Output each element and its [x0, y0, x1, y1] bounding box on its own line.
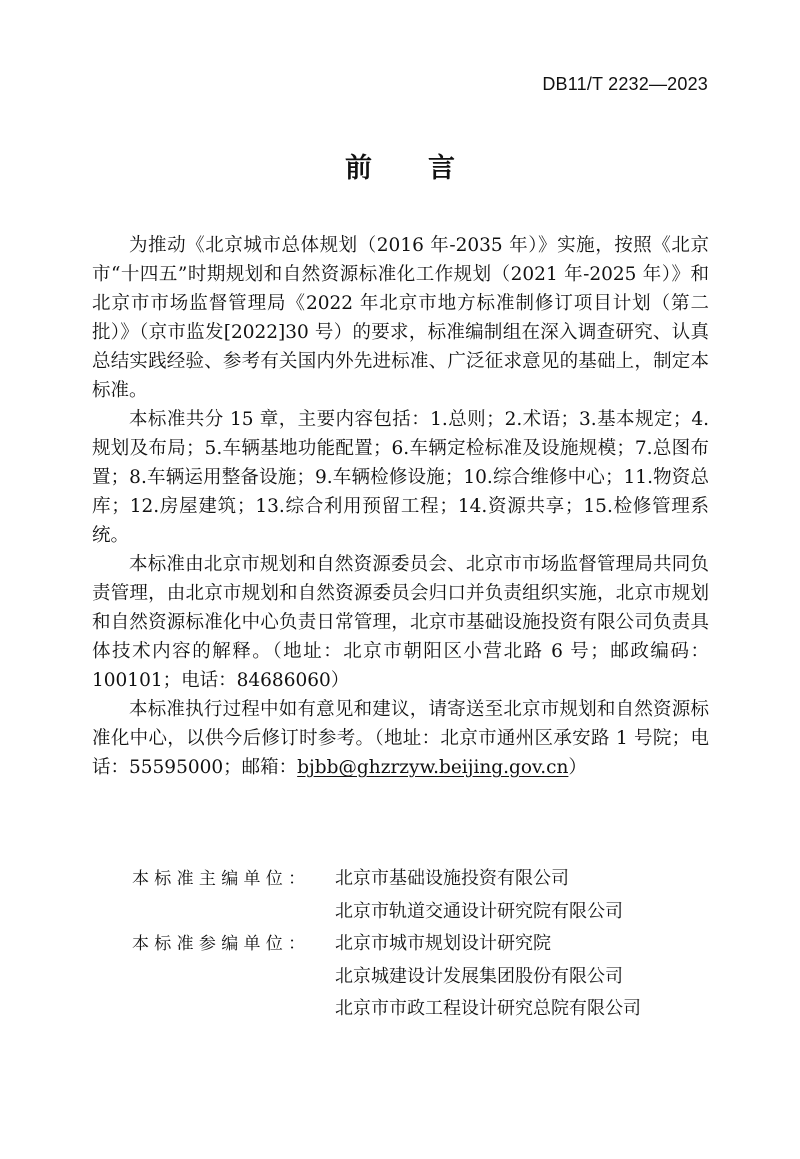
participating-unit-row	[132, 994, 692, 1027]
chief-unit-name: 北京市轨道交通设计研究院有限公司	[335, 900, 623, 922]
document-code: DB11/T 2232—2023	[542, 74, 708, 94]
chief-unit-row	[132, 864, 692, 897]
participating-units-label: 本标准参编单位：	[132, 934, 311, 954]
preface-body	[92, 231, 709, 782]
preface-paragraph-2: 本标准共分 15 章，主要内容包括：1.总则；2.术语；3.基本规定；4.规划及布局；5.车辆基地功能配置；6.车辆定检标准及设施规模；7.总图布置；8.车辆运用整备设施；9.车辆检修设施；10.综合维修中心；11.物资总库；12.房屋建筑；13.综合利用预留工程；14.资源共享；15.检修管理系统。	[92, 409, 709, 546]
participating-unit-row	[132, 962, 692, 995]
paragraph-4-closing: ）	[568, 757, 587, 778]
paragraph-4-text: 本标准执行过程中如有意见和建议，请寄送至北京市规划和自然资源标准化中心，以供今后修订时参考。（地址：北京市通州区承安路 1 号院；电话：55595000；邮箱：	[92, 699, 709, 778]
participating-unit-name: 北京市市政工程设计研究总院有限公司	[335, 998, 641, 1019]
chief-units-label: 本标准主编单位：	[132, 869, 311, 889]
preface-paragraph-4	[92, 695, 709, 782]
preface-paragraph-1: 为推动《北京城市总体规划（2016 年-2035 年）》实施，按照《北京市“十四五”时期规划和自然资源标准化工作规划（2021 年-2025 年）》和北京市市场监督管理局《2022 年北京市地方标准制修订项目计划（第二批）》（京市监发[2022]30 号）的要求，标准编制组在深入调查研究、认真总结实践经验、参考有关国内外先进标准、广泛征求意见的基础上，制定本标准。	[92, 235, 709, 401]
participating-unit-name: 北京城建设计发展集团股份有限公司	[335, 965, 623, 987]
participating-unit-name: 北京市城市规划设计研究院	[335, 933, 551, 954]
chief-unit-name: 北京市基础设施投资有限公司	[335, 868, 569, 889]
page-title: 前言	[345, 153, 511, 184]
participating-unit-row	[132, 929, 692, 962]
chief-unit-row	[132, 897, 692, 930]
preface-paragraph-3: 本标准由北京市规划和自然资源委员会、北京市市场监督管理局共同负责管理，由北京市规划和自然资源委员会归口并负责组织实施，北京市规划和自然资源标准化中心负责日常管理，北京市基础设施投资有限公司负责具体技术内容的解释。（地址：北京市朝阳区小营北路 6 号；邮政编码：100101；电话：84686060）	[92, 554, 709, 691]
email-link[interactable]: bjbb@ghzrzyw.beijing.gov.cn	[297, 757, 569, 778]
drafting-units	[132, 864, 692, 1027]
